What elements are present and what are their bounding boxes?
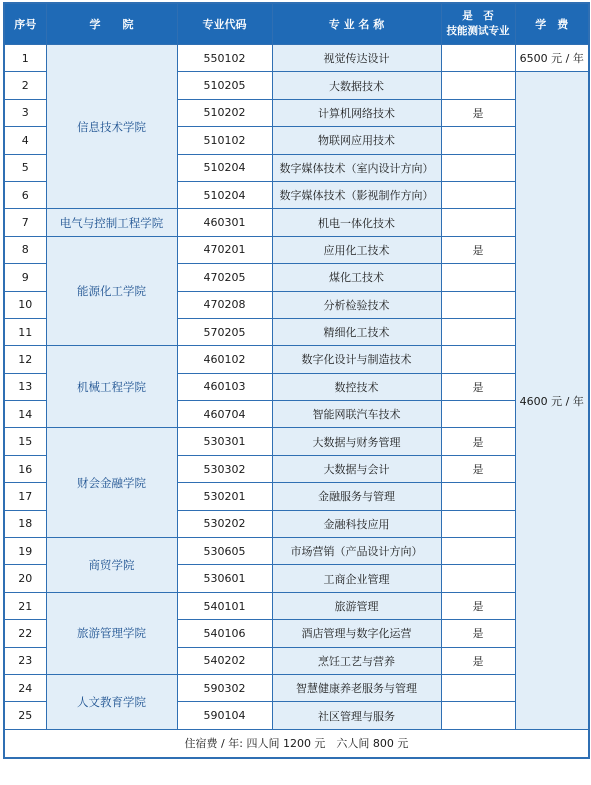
cell-seq: 8	[4, 236, 46, 263]
cell-seq: 17	[4, 483, 46, 510]
cell-seq: 16	[4, 455, 46, 482]
cell-seq: 6	[4, 181, 46, 208]
cell-skill-test: 是	[441, 236, 515, 263]
cell-major-name: 社区管理与服务	[272, 702, 441, 729]
table-row	[4, 592, 589, 619]
cell-seq: 22	[4, 620, 46, 647]
cell-skill-test	[441, 483, 515, 510]
header-skill-line1: 是 否	[462, 10, 494, 22]
cell-major-name: 分析检验技术	[272, 291, 441, 318]
cell-major-name: 工商企业管理	[272, 565, 441, 592]
cell-college: 旅游管理学院	[46, 592, 177, 674]
table-row	[4, 428, 589, 455]
header-code: 专业代码	[177, 3, 272, 45]
cell-seq: 3	[4, 99, 46, 126]
accommodation-fee-note: 住宿费 / 年: 四人间 1200 元 六人间 800 元	[4, 729, 589, 758]
cell-skill-test	[441, 346, 515, 373]
header-skill-line2: 技能测试专业	[446, 25, 510, 37]
table-row	[4, 674, 589, 701]
cell-skill-test	[441, 674, 515, 701]
cell-college: 财会金融学院	[46, 428, 177, 538]
cell-major-name: 大数据与会计	[272, 455, 441, 482]
cell-seq: 18	[4, 510, 46, 537]
cell-seq: 1	[4, 45, 46, 72]
cell-major-name: 物联网应用技术	[272, 127, 441, 154]
cell-major-code: 540202	[177, 647, 272, 674]
cell-major-name: 计算机网络技术	[272, 99, 441, 126]
cell-major-code: 510205	[177, 72, 272, 99]
cell-college: 人文教育学院	[46, 674, 177, 729]
cell-skill-test: 是	[441, 592, 515, 619]
cell-major-name: 数字化设计与制造技术	[272, 346, 441, 373]
cell-college: 信息技术学院	[46, 45, 177, 209]
cell-major-code: 530302	[177, 455, 272, 482]
cell-major-code: 510204	[177, 181, 272, 208]
cell-major-name: 数字媒体技术（影视制作方向）	[272, 181, 441, 208]
cell-major-code: 530301	[177, 428, 272, 455]
cell-seq: 19	[4, 538, 46, 565]
cell-major-code: 460103	[177, 373, 272, 400]
table-row	[4, 45, 589, 72]
cell-major-code: 460704	[177, 401, 272, 428]
cell-skill-test	[441, 154, 515, 181]
cell-skill-test	[441, 538, 515, 565]
cell-skill-test	[441, 702, 515, 729]
cell-skill-test: 是	[441, 99, 515, 126]
cell-seq: 12	[4, 346, 46, 373]
table-row	[4, 538, 589, 565]
cell-seq: 11	[4, 318, 46, 345]
cell-seq: 14	[4, 401, 46, 428]
table-row	[4, 236, 589, 263]
cell-skill-test: 是	[441, 455, 515, 482]
cell-major-code: 470208	[177, 291, 272, 318]
cell-major-name: 数控技术	[272, 373, 441, 400]
cell-major-name: 市场营销（产品设计方向）	[272, 538, 441, 565]
cell-major-name: 烹饪工艺与营养	[272, 647, 441, 674]
cell-tuition-fee: 4600 元 / 年	[515, 72, 589, 729]
cell-major-code: 510204	[177, 154, 272, 181]
cell-skill-test	[441, 45, 515, 72]
cell-major-name: 旅游管理	[272, 592, 441, 619]
cell-skill-test	[441, 510, 515, 537]
cell-seq: 20	[4, 565, 46, 592]
cell-major-name: 大数据技术	[272, 72, 441, 99]
table-row	[4, 209, 589, 236]
header-major: 专 业 名 称	[272, 3, 441, 45]
cell-college: 商贸学院	[46, 538, 177, 593]
cell-college: 电气与控制工程学院	[46, 209, 177, 236]
cell-skill-test	[441, 127, 515, 154]
fee-table-container	[3, 2, 588, 759]
cell-skill-test	[441, 264, 515, 291]
cell-major-code: 530201	[177, 483, 272, 510]
cell-skill-test: 是	[441, 647, 515, 674]
cell-skill-test	[441, 401, 515, 428]
cell-seq: 9	[4, 264, 46, 291]
cell-seq: 4	[4, 127, 46, 154]
header-college: 学 院	[46, 3, 177, 45]
cell-college: 机械工程学院	[46, 346, 177, 428]
cell-major-code: 540101	[177, 592, 272, 619]
cell-seq: 24	[4, 674, 46, 701]
cell-seq: 23	[4, 647, 46, 674]
cell-major-code: 510202	[177, 99, 272, 126]
major-fee-table	[3, 2, 590, 759]
cell-skill-test	[441, 181, 515, 208]
cell-major-name: 煤化工技术	[272, 264, 441, 291]
cell-tuition-fee: 6500 元 / 年	[515, 45, 589, 72]
cell-seq: 7	[4, 209, 46, 236]
cell-skill-test	[441, 72, 515, 99]
cell-seq: 25	[4, 702, 46, 729]
cell-college: 能源化工学院	[46, 236, 177, 346]
cell-major-name: 金融科技应用	[272, 510, 441, 537]
cell-seq: 13	[4, 373, 46, 400]
cell-major-code: 460102	[177, 346, 272, 373]
cell-major-code: 540106	[177, 620, 272, 647]
cell-major-code: 470201	[177, 236, 272, 263]
cell-skill-test	[441, 291, 515, 318]
header-row	[4, 3, 589, 45]
cell-major-name: 酒店管理与数字化运营	[272, 620, 441, 647]
table-body	[4, 45, 589, 730]
cell-major-name: 数字媒体技术（室内设计方向）	[272, 154, 441, 181]
cell-major-code: 510102	[177, 127, 272, 154]
cell-major-code: 550102	[177, 45, 272, 72]
cell-skill-test	[441, 209, 515, 236]
cell-major-name: 视觉传达设计	[272, 45, 441, 72]
cell-skill-test	[441, 565, 515, 592]
cell-skill-test: 是	[441, 428, 515, 455]
cell-seq: 15	[4, 428, 46, 455]
cell-skill-test	[441, 318, 515, 345]
cell-major-name: 智慧健康养老服务与管理	[272, 674, 441, 701]
cell-seq: 5	[4, 154, 46, 181]
cell-major-code: 590104	[177, 702, 272, 729]
cell-major-code: 570205	[177, 318, 272, 345]
header-skill-test	[441, 3, 515, 45]
cell-major-name: 智能网联汽车技术	[272, 401, 441, 428]
footer-row	[4, 729, 589, 758]
cell-major-name: 金融服务与管理	[272, 483, 441, 510]
cell-major-name: 大数据与财务管理	[272, 428, 441, 455]
header-fee: 学 费	[515, 3, 589, 45]
header-seq: 序号	[4, 3, 46, 45]
cell-skill-test: 是	[441, 373, 515, 400]
cell-major-name: 机电一体化技术	[272, 209, 441, 236]
cell-major-code: 530601	[177, 565, 272, 592]
cell-major-name: 精细化工技术	[272, 318, 441, 345]
cell-seq: 10	[4, 291, 46, 318]
cell-major-code: 470205	[177, 264, 272, 291]
cell-major-name: 应用化工技术	[272, 236, 441, 263]
cell-major-code: 590302	[177, 674, 272, 701]
cell-major-code: 460301	[177, 209, 272, 236]
cell-major-code: 530605	[177, 538, 272, 565]
cell-major-code: 530202	[177, 510, 272, 537]
cell-seq: 2	[4, 72, 46, 99]
table-row	[4, 346, 589, 373]
cell-seq: 21	[4, 592, 46, 619]
cell-skill-test: 是	[441, 620, 515, 647]
